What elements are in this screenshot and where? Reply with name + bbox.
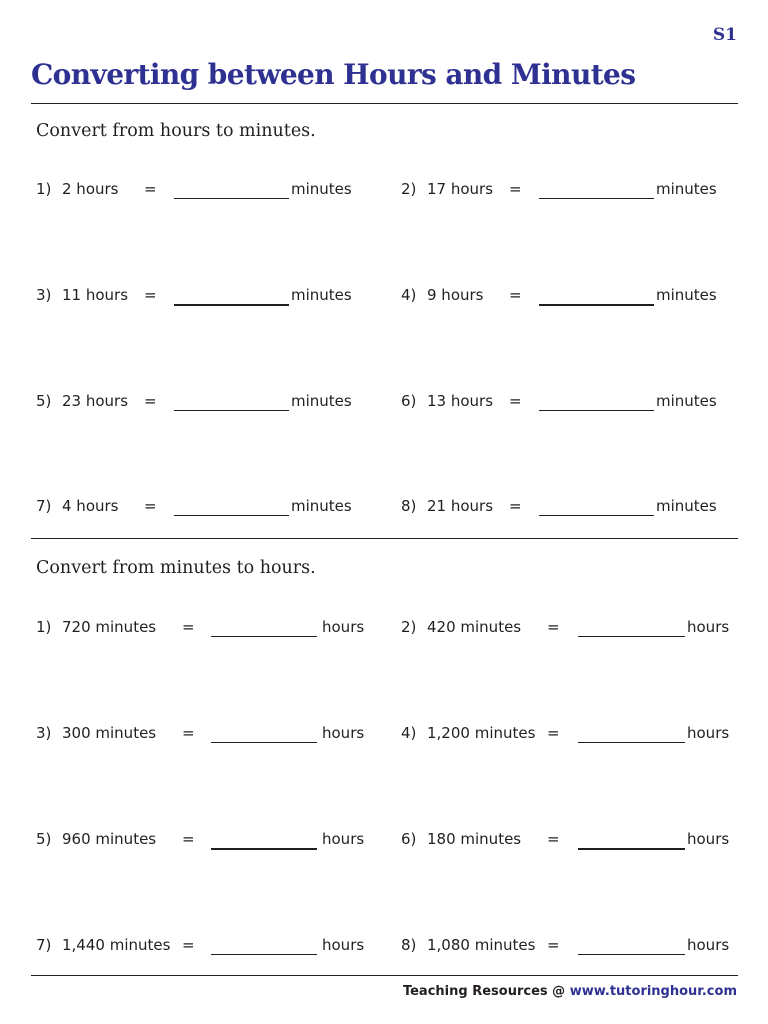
answer-blank[interactable]	[211, 636, 317, 637]
problem-given: 180 minutes	[427, 830, 522, 848]
title-divider	[31, 103, 738, 104]
problem-given: 9 hours	[427, 286, 484, 304]
problem-number: 3)	[36, 286, 52, 304]
problem-number: 2)	[401, 618, 417, 636]
problem-given: 1,080 minutes	[427, 936, 536, 954]
s1-problem-5	[36, 390, 406, 414]
problem-given: 2 hours	[62, 180, 119, 198]
s2-problem-2	[401, 616, 768, 640]
problem-given: 720 minutes	[62, 618, 157, 636]
problem-given: 1,200 minutes	[427, 724, 536, 742]
problem-number: 7)	[36, 497, 52, 515]
answer-blank[interactable]	[539, 515, 654, 516]
unit-label: minutes	[656, 286, 717, 304]
answer-blank[interactable]	[578, 848, 685, 850]
worksheet-title: Converting between Hours and Minutes	[31, 58, 636, 91]
problem-given: 4 hours	[62, 497, 119, 515]
unit-label: hours	[322, 830, 365, 848]
problem-number: 1)	[36, 618, 52, 636]
answer-blank[interactable]	[578, 742, 685, 743]
s1-problem-3	[36, 284, 406, 308]
equals-sign: =	[547, 830, 560, 848]
equals-sign: =	[144, 392, 157, 410]
unit-label: minutes	[291, 392, 352, 410]
equals-sign: =	[547, 724, 560, 742]
equals-sign: =	[144, 286, 157, 304]
problem-given: 1,440 minutes	[62, 936, 171, 954]
equals-sign: =	[182, 830, 195, 848]
problem-number: 8)	[401, 936, 417, 954]
footer-link[interactable]: www.tutoringhour.com	[569, 984, 737, 999]
problem-given: 960 minutes	[62, 830, 157, 848]
problem-number: 3)	[36, 724, 52, 742]
problem-number: 6)	[401, 830, 417, 848]
problem-given: 21 hours	[427, 497, 494, 515]
answer-blank[interactable]	[578, 636, 685, 637]
unit-label: hours	[322, 618, 365, 636]
answer-blank[interactable]	[539, 410, 654, 411]
problem-number: 1)	[36, 180, 52, 198]
problem-given: 11 hours	[62, 286, 129, 304]
unit-label: minutes	[656, 180, 717, 198]
unit-label: hours	[687, 618, 730, 636]
problem-number: 5)	[36, 392, 52, 410]
unit-label: hours	[322, 936, 365, 954]
s1-problem-4	[401, 284, 768, 308]
problem-number: 6)	[401, 392, 417, 410]
worksheet-code: S1	[712, 25, 737, 45]
unit-label: hours	[322, 724, 365, 742]
s2-problem-4	[401, 722, 768, 746]
equals-sign: =	[182, 936, 195, 954]
equals-sign: =	[509, 497, 522, 515]
equals-sign: =	[144, 180, 157, 198]
problem-number: 2)	[401, 180, 417, 198]
footer-label: Teaching Resources @	[402, 984, 566, 999]
answer-blank[interactable]	[211, 742, 317, 743]
s2-problem-7	[36, 934, 406, 958]
s2-problem-3	[36, 722, 406, 746]
unit-label: hours	[687, 936, 730, 954]
problem-given: 420 minutes	[427, 618, 522, 636]
answer-blank[interactable]	[174, 515, 289, 516]
section-divider	[31, 538, 738, 539]
answer-blank[interactable]	[539, 198, 654, 199]
s1-problem-6	[401, 390, 768, 414]
unit-label: minutes	[291, 286, 352, 304]
equals-sign: =	[509, 180, 522, 198]
problem-given: 17 hours	[427, 180, 494, 198]
equals-sign: =	[547, 618, 560, 636]
problem-number: 5)	[36, 830, 52, 848]
equals-sign: =	[509, 286, 522, 304]
unit-label: minutes	[291, 497, 352, 515]
answer-blank[interactable]	[174, 198, 289, 199]
s2-problem-5	[36, 828, 406, 852]
unit-label: hours	[687, 830, 730, 848]
section-1-instruction: Convert from hours to minutes.	[36, 121, 316, 141]
s1-problem-7	[36, 495, 406, 519]
equals-sign: =	[182, 618, 195, 636]
s1-problem-2	[401, 178, 768, 202]
equals-sign: =	[144, 497, 157, 515]
footer-divider	[31, 975, 738, 976]
answer-blank[interactable]	[539, 304, 654, 306]
equals-sign: =	[509, 392, 522, 410]
s1-problem-1	[36, 178, 406, 202]
problem-given: 23 hours	[62, 392, 129, 410]
problem-given: 13 hours	[427, 392, 494, 410]
unit-label: minutes	[291, 180, 352, 198]
unit-label: hours	[687, 724, 730, 742]
problem-number: 4)	[401, 724, 417, 742]
answer-blank[interactable]	[578, 954, 685, 955]
s1-problem-8	[401, 495, 768, 519]
unit-label: minutes	[656, 497, 717, 515]
unit-label: minutes	[656, 392, 717, 410]
equals-sign: =	[182, 724, 195, 742]
answer-blank[interactable]	[211, 848, 317, 850]
footer	[403, 984, 737, 999]
s2-problem-8	[401, 934, 768, 958]
s2-problem-6	[401, 828, 768, 852]
problem-number: 4)	[401, 286, 417, 304]
problem-given: 300 minutes	[62, 724, 157, 742]
equals-sign: =	[547, 936, 560, 954]
answer-blank[interactable]	[174, 410, 289, 411]
problem-number: 8)	[401, 497, 417, 515]
problem-number: 7)	[36, 936, 52, 954]
section-2-instruction: Convert from minutes to hours.	[36, 558, 316, 578]
answer-blank[interactable]	[211, 954, 317, 955]
s2-problem-1	[36, 616, 406, 640]
answer-blank[interactable]	[174, 304, 289, 306]
